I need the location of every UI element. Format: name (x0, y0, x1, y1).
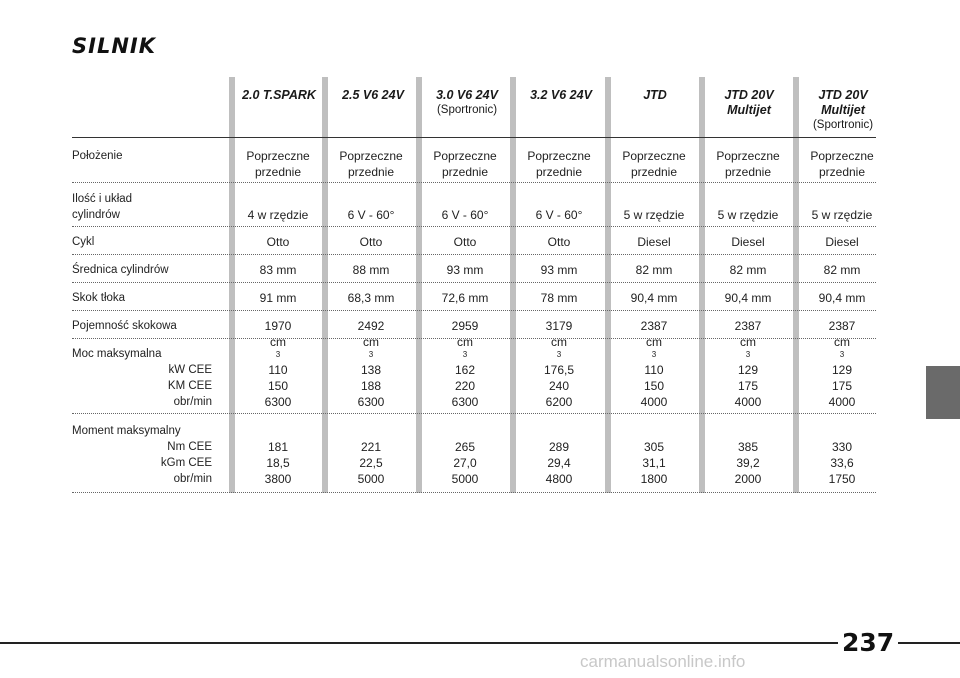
column-divider (793, 77, 799, 493)
table-cell: Poprzeczne przednie (527, 149, 591, 179)
table-cell: 330 33,6 1750 (828, 440, 856, 486)
table-cell: 93 mm (540, 263, 578, 277)
row-divider (72, 254, 876, 255)
table-cell: 6 V - 60° (347, 208, 395, 222)
table-cell: 5 w rzędzie (623, 208, 685, 222)
table-cell: Otto (453, 235, 477, 249)
row-label: Średnica cylindrów (72, 264, 169, 276)
table-cell: 265 27,0 5000 (451, 440, 479, 486)
row-unit: obr/min (173, 473, 212, 485)
table-cell: 83 mm (259, 263, 297, 277)
column-header: 3.2 V6 24V (530, 88, 592, 102)
column-divider (605, 77, 611, 493)
table-cell: 221 22,5 5000 (357, 440, 385, 486)
table-cell: 82 mm (823, 263, 861, 277)
row-unit: obr/min (173, 396, 212, 408)
column-header: 3.0 V6 24V (Sportronic) (424, 88, 510, 118)
row-divider (72, 282, 876, 283)
table-cell: 176,5 240 6200 (543, 363, 575, 409)
table-cell: 1970 cm $^3$ (264, 319, 292, 359)
row-unit: Nm CEE (167, 441, 212, 453)
table-cell: Poprzeczne przednie (246, 149, 310, 179)
row-divider (72, 492, 876, 493)
column-subheader: (Sportronic) (812, 119, 874, 131)
table-cell: 305 31,1 1800 (640, 440, 668, 486)
table-cell: 88 mm (352, 263, 390, 277)
table-cell: 82 mm (729, 263, 767, 277)
chapter-tab (926, 366, 960, 419)
table-cell: 91 mm (259, 291, 297, 305)
column-header: JTD 20V Multijet (Sportronic) (800, 88, 886, 133)
row-label: Moment maksymalny Nm CEE kGm CEE obr/min (72, 425, 212, 485)
row-divider (72, 182, 876, 183)
watermark: carmanualsonline.info (580, 652, 746, 671)
row-divider (72, 338, 876, 339)
table-cell: Diesel (637, 235, 671, 249)
table-cell: Diesel (825, 235, 859, 249)
table-cell: 129 175 4000 (828, 363, 856, 409)
page-title: SILNIK (72, 34, 156, 58)
header-divider (72, 137, 876, 138)
table-cell: 3179 cm $^3$ (545, 319, 573, 359)
table-cell: 82 mm (635, 263, 673, 277)
table-cell: 129 175 4000 (734, 363, 762, 409)
row-divider (72, 413, 876, 414)
table-cell: 90,4 mm (818, 291, 866, 305)
table-cell: 93 mm (446, 263, 484, 277)
table-cell: 110 150 4000 (640, 363, 668, 409)
footer-rule (0, 642, 960, 644)
table-cell: 2959 cm $^3$ (451, 319, 479, 359)
row-unit: KM CEE (167, 380, 212, 392)
table-cell: 6 V - 60° (441, 208, 489, 222)
table-cell: 385 39,2 2000 (734, 440, 762, 486)
table-cell: 90,4 mm (724, 291, 772, 305)
table-cell: Otto (266, 235, 290, 249)
table-cell: 5 w rzędzie (717, 208, 779, 222)
table-cell: 68,3 mm (347, 291, 395, 305)
column-subheader: (Sportronic) (436, 104, 498, 116)
table-cell: Poprzeczne przednie (339, 149, 403, 179)
table-cell: 2387 cm $^3$ (734, 319, 762, 359)
table-cell: 72,6 mm (441, 291, 489, 305)
table-cell: Poprzeczne przednie (810, 149, 874, 179)
column-divider (510, 77, 516, 493)
row-unit: kW CEE (168, 364, 212, 376)
row-label: Pojemność skokowa (72, 320, 177, 332)
table-cell: Poprzeczne przednie (622, 149, 686, 179)
table-cell: 2492 cm $^3$ (357, 319, 385, 359)
table-cell: 78 mm (540, 291, 578, 305)
page-number: 237 (838, 628, 898, 657)
row-divider (72, 310, 876, 311)
table-cell: 5 w rzędzie (811, 208, 873, 222)
table-cell: Diesel (731, 235, 765, 249)
column-divider (699, 77, 705, 493)
column-divider (322, 77, 328, 493)
column-divider (229, 77, 235, 493)
row-label: Moc maksymalna kW CEE KM CEE obr/min (72, 348, 212, 408)
table-cell: Poprzeczne przednie (433, 149, 497, 179)
table-cell: 4 w rzędzie (247, 208, 309, 222)
table-cell: Poprzeczne przednie (716, 149, 780, 179)
table-cell: 138 188 6300 (357, 363, 385, 409)
row-label: Ilość i układ cylindrów (72, 193, 133, 221)
table-cell: 90,4 mm (630, 291, 678, 305)
column-divider (416, 77, 422, 493)
table-cell: 181 18,5 3800 (264, 440, 292, 486)
column-header: JTD (643, 88, 667, 102)
table-cell: 6 V - 60° (535, 208, 583, 222)
table-cell: 289 29,4 4800 (545, 440, 573, 486)
column-header: 2.0 T.SPARK (242, 88, 316, 102)
row-unit: kGm CEE (160, 457, 212, 469)
table-cell: Otto (547, 235, 571, 249)
table-cell: 162 220 6300 (451, 363, 479, 409)
row-label: Skok tłoka (72, 292, 126, 304)
row-divider (72, 226, 876, 227)
row-label: Położenie (72, 150, 123, 162)
table-cell: 110 150 6300 (264, 363, 292, 409)
column-header: JTD 20V Multijet (724, 88, 774, 117)
table-cell: 2387 cm $^3$ (828, 319, 856, 359)
table-cell: 2387 cm $^3$ (640, 319, 668, 359)
table-cell: Otto (359, 235, 383, 249)
row-label: Cykl (72, 236, 95, 248)
column-header: 2.5 V6 24V (342, 88, 404, 102)
